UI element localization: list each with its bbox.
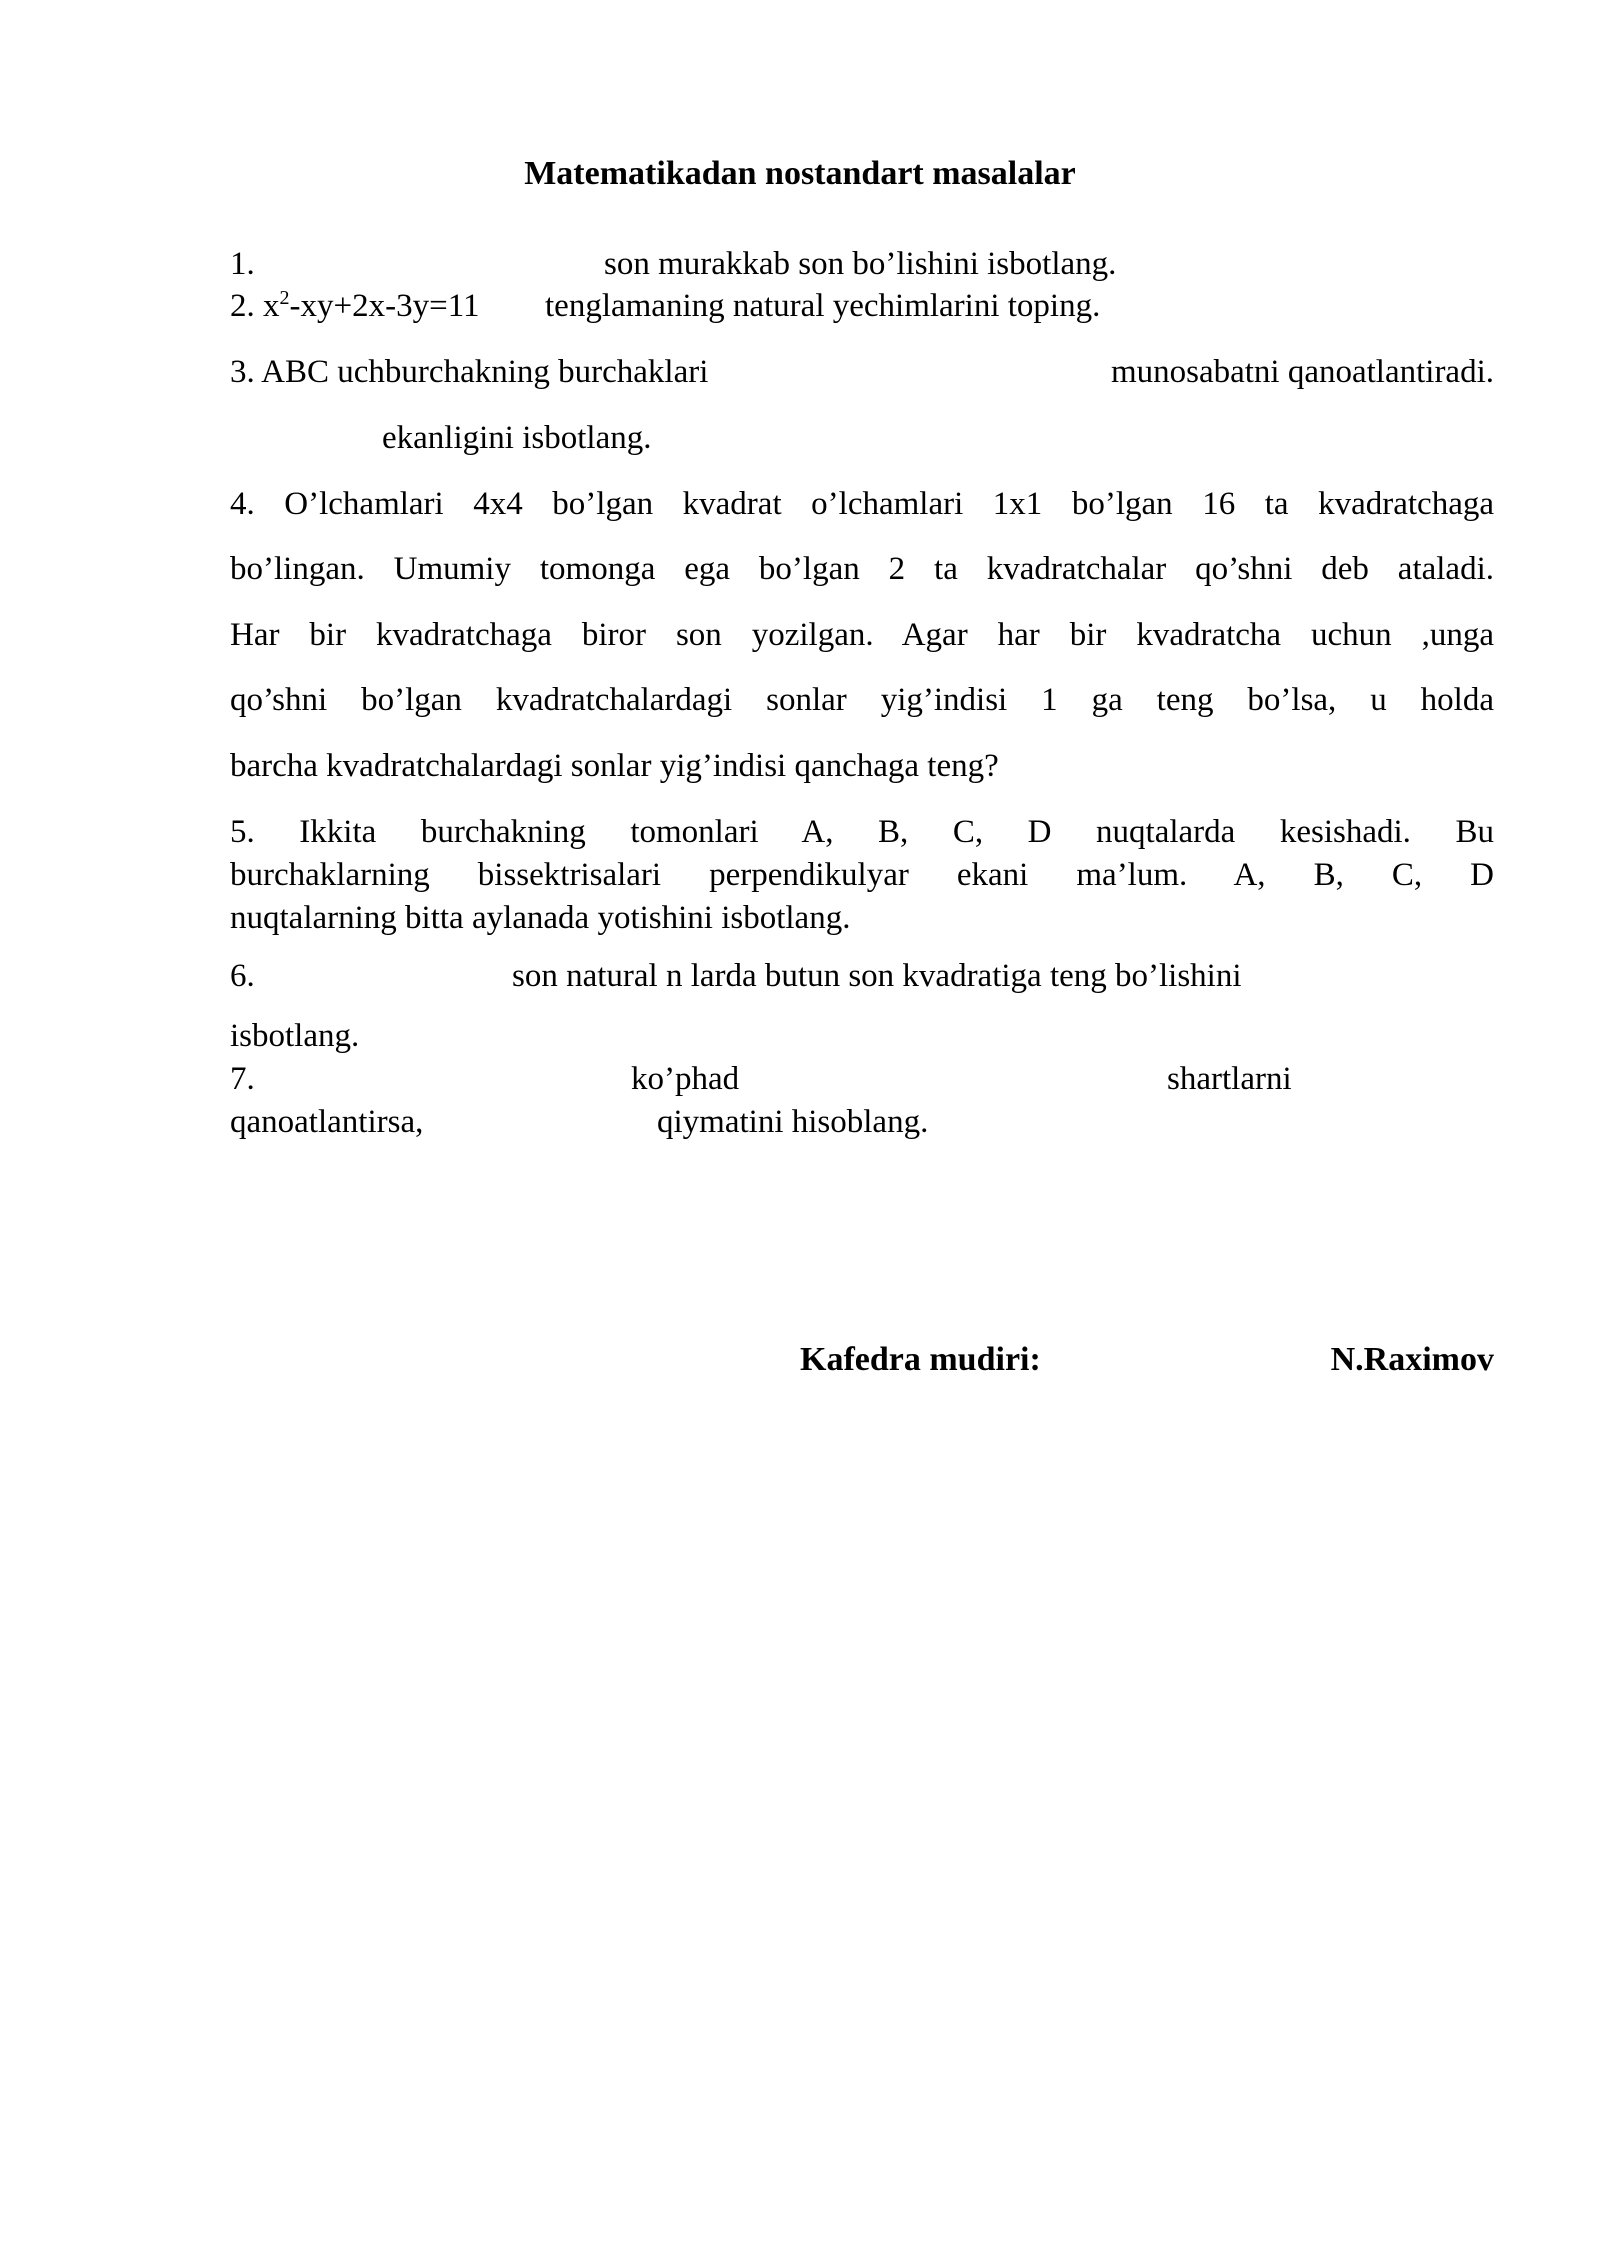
problem-1-number: 1. [230, 246, 255, 282]
problem-3-line-1-right: munosabatni qanoatlantiradi. [1110, 354, 1494, 390]
problem-7-line-2-left: qanoatlantirsa, [230, 1104, 424, 1140]
problem-4-line-2: bo’lingan. Umumiy tomonga ega bo’lgan 2 ta kvadratchalar qo’shni deb ataladi. [230, 551, 1494, 587]
problem-4-line-5: barcha kvadratchalardagi sonlar yig’indisi qanchaga teng? [230, 748, 999, 784]
problem-5-line-3: nuqtalarning bitta aylanada yotishini isbotlang. [230, 900, 851, 936]
problem-1-text: son murakkab son bo’lishini isbotlang. [604, 246, 1117, 282]
problem-4-line-4: qo’shni bo’lgan kvadratchalardagi sonlar yig’indisi 1 ga teng bo’lsa, u holda [230, 682, 1494, 718]
problem-7-line-2-right: qiymatini hisoblang. [657, 1104, 929, 1140]
page-title: Matematikadan nostandart masalalar [524, 155, 1076, 192]
problem-4-line-1: 4. O’lchamlari 4x4 bo’lgan kvadrat o’lchamlari 1x1 bo’lgan 16 ta kvadratchaga [230, 486, 1494, 522]
signature-name: N.Raximov [1330, 1341, 1494, 1378]
problem-2-text: tenglamaning natural yechimlarini toping. [545, 288, 1101, 324]
problem-2-line [230, 286, 479, 326]
expr-base: x [263, 288, 280, 324]
expr-exponent: 2 [279, 287, 290, 309]
problem-6-text: son natural n larda butun son kvadratiga teng bo’lishini [512, 958, 1242, 994]
problem-7-word-1: ko’phad [631, 1061, 740, 1097]
problem-4-line-3: Har bir kvadratchaga biror son yozilgan. Agar har bir kvadratcha uchun ,unga [230, 617, 1494, 653]
signature-label: Kafedra mudiri: [800, 1341, 1041, 1378]
problem-5-line-1: 5. Ikkita burchakning tomonlari A, B, C, D nuqtalarda kesishadi. Bu [230, 814, 1494, 850]
problem-7-number: 7. [230, 1061, 255, 1097]
problem-3-line-1-left: 3. ABC uchburchakning burchaklari [230, 354, 709, 390]
problem-5-line-2: burchaklarning bissektrisalari perpendikulyar ekani ma’lum. A, B, C, D [230, 857, 1494, 893]
problem-2-number: 2. [230, 288, 255, 324]
problem-3-line-2: ekanligini isbotlang. [382, 420, 652, 456]
expr-rest: -xy+2x-3y=11 [289, 288, 480, 324]
problem-6-number: 6. [230, 958, 255, 994]
problem-6-text-cont: isbotlang. [230, 1018, 360, 1054]
problem-2-expression [263, 288, 479, 324]
problem-7-word-2: shartlarni [1167, 1061, 1292, 1097]
